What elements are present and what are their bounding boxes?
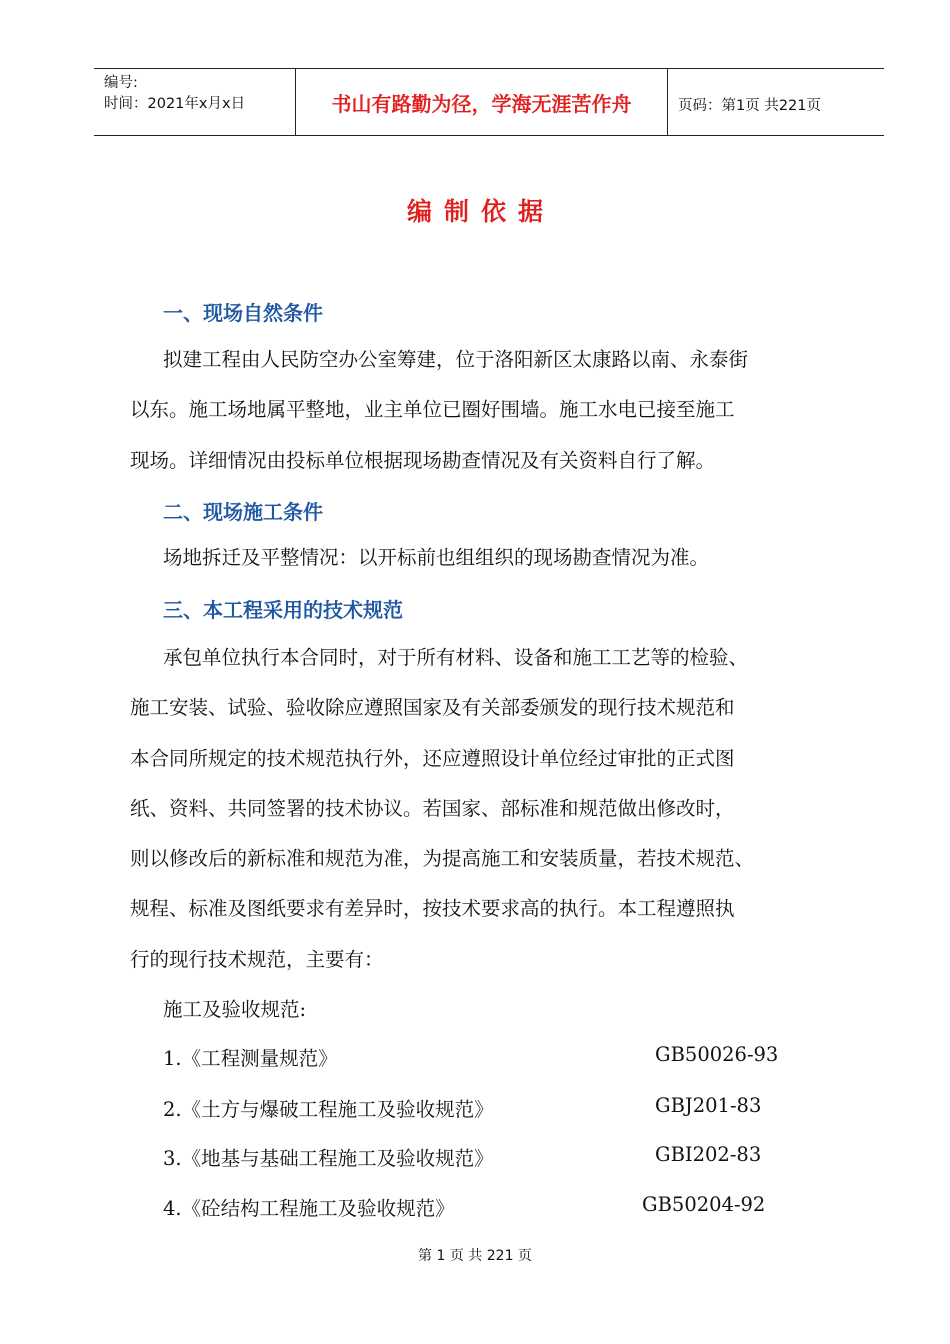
paragraph-line: 现场。详细情况由投标单位根据现场勘查情况及有关资料自行了解。 <box>130 448 716 472</box>
header-motto: 书山有路勤为径，学海无涯苦作舟 <box>331 92 632 116</box>
paragraph-line: 场地拆迁及平整情况：以开标前也组组织的现场勘查情况为准。 <box>163 546 710 569</box>
standard-code: GB50204-92 <box>642 1193 766 1216</box>
paragraph-line: 承包单位执行本合同时，对于所有材料、设备和施工工艺等的检验、 <box>163 646 749 669</box>
section-heading: 三、本工程采用的技术规范 <box>163 598 403 622</box>
paragraph <box>130 633 860 985</box>
paragraph-line: 以东。施工场地属平整地，业主单位已圈好围墙。施工水电已接至施工 <box>130 398 735 422</box>
date-label: 时间：2021年x月x日 <box>104 96 246 112</box>
section-heading: 一、现场自然条件 <box>163 301 323 325</box>
paragraph-line: 拟建工程由人民防空办公室筹建，位于洛阳新区太康路以南、永泰街 <box>163 348 749 371</box>
serial-label: 编号: <box>104 75 138 91</box>
paragraph-line: 施工安装、试验、验收除应遵照国家及有关部委颁发的现行技术规范和 <box>130 696 735 720</box>
section-heading: 二、现场施工条件 <box>163 500 323 524</box>
paragraph-line: 行的现行技术规范，主要有： <box>130 947 384 971</box>
page-footer: 第 1 页 共 221 页 <box>418 1248 532 1264</box>
standard-name: 2.《土方与爆破工程施工及验收规范》 <box>163 1098 494 1121</box>
header-top-border <box>94 68 884 69</box>
page-info: 页码：第1页 共221页 <box>678 98 822 114</box>
paragraph-line: 纸、资料、共同签署的技术协议。若国家、部标准和规范做出修改时， <box>130 796 735 820</box>
header-divider <box>667 68 668 135</box>
paragraph <box>130 533 860 583</box>
standard-name: 4.《砼结构工程施工及验收规范》 <box>163 1197 455 1220</box>
paragraph-line: 规程、标准及图纸要求有差异时，按技术要求高的执行。本工程遵照执 <box>130 897 735 921</box>
standard-code: GB50026-93 <box>655 1043 779 1066</box>
paragraph <box>130 335 860 486</box>
standard-code: GBJ201-83 <box>655 1094 762 1117</box>
standard-name: 3.《地基与基础工程施工及验收规范》 <box>163 1147 494 1170</box>
document-title: 编制依据 <box>406 197 555 226</box>
paragraph-line: 则以修改后的新标准和规范为准，为提高施工和安装质量，若技术规范、 <box>130 847 755 871</box>
standard-name: 1.《工程测量规范》 <box>163 1047 338 1070</box>
paragraph-line: 本合同所规定的技术规范执行外，还应遵照设计单位经过审批的正式图 <box>130 746 735 770</box>
standard-code: GBI202-83 <box>655 1143 762 1166</box>
standards-intro: 施工及验收规范: <box>163 998 307 1021</box>
header-bottom-border <box>94 135 884 136</box>
